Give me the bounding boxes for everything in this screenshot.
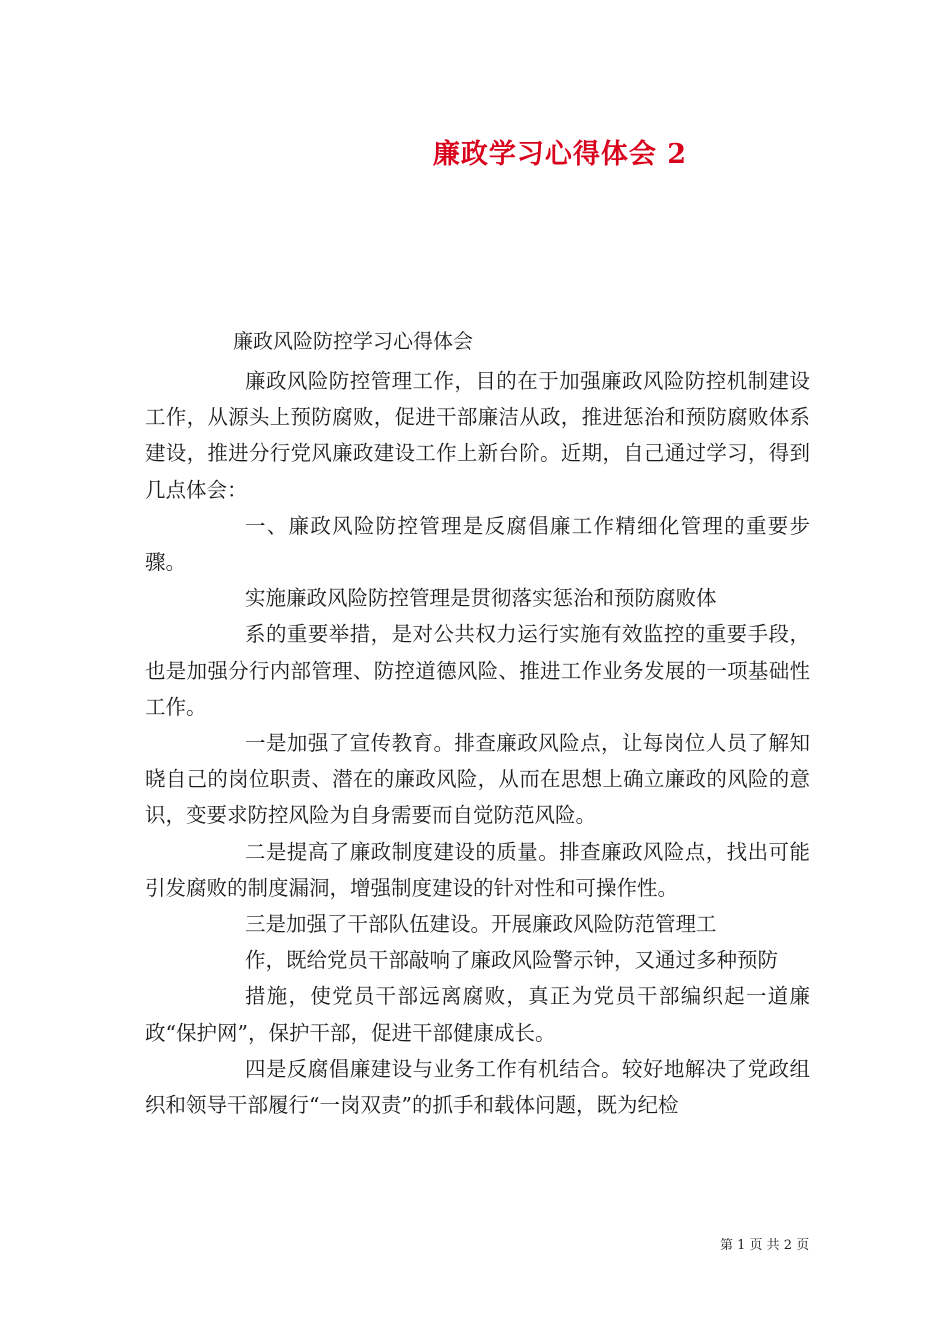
page-number: 第 1 页 共 2 页: [720, 1238, 810, 1253]
document-subtitle: 廉政风险防控学习心得体会: [233, 329, 473, 353]
paragraph: 系的重要举措，是对公共权力运行实施有效监控的重要手段，也是加强分行内部管理、防控道德风险、推进工作业务发展的一项基础性工作。: [145, 622, 810, 719]
document-title: 廉政学习心得体会 2: [432, 139, 688, 170]
paragraph: 作，既给党员干部敲响了廉政风险警示钟，又通过多种预防: [245, 948, 778, 973]
paragraph: 一是加强了宣传教育。排查廉政风险点，让每岗位人员了解知晓自己的岗位职责、潜在的廉政风险，从而在思想上确立廉政的风险的意识，变要求防控风险为自身需要而自觉防范风险。: [145, 731, 810, 828]
paragraph: 廉政风险防控管理工作，目的在于加强廉政风险防控机制建设工作，从源头上预防腐败，促进干部廉洁从政，推进惩治和预防腐败体系建设，推进分行党风廉政建设工作上新台阶。近期，自己通过学习，得到几点体会：: [145, 369, 810, 502]
paragraph: 四是反腐倡廉建设与业务工作有机结合。较好地解决了党政组织和领导干部履行“一岗双责”的抓手和载体问题，既为纪检: [145, 1056, 810, 1118]
paragraph: 二是提高了廉政制度建设的质量。排查廉政风险点，找出可能引发腐败的制度漏洞，增强制度建设的针对性和可操作性。: [145, 839, 810, 900]
document-body: [145, 363, 810, 1123]
paragraph: 一、廉政风险防控管理是反腐倡廉工作精细化管理的重要步骤。: [145, 513, 810, 575]
paragraph: 措施，使党员干部远离腐败，真正为党员干部编织起一道廉政“保护网”，保护干部，促进干部健康成长。: [145, 984, 810, 1045]
paragraph: 实施廉政风险防控管理是贯彻落实惩治和预防腐败体: [245, 586, 717, 611]
paragraph: 三是加强了干部队伍建设。开展廉政风险防范管理工: [245, 912, 717, 937]
